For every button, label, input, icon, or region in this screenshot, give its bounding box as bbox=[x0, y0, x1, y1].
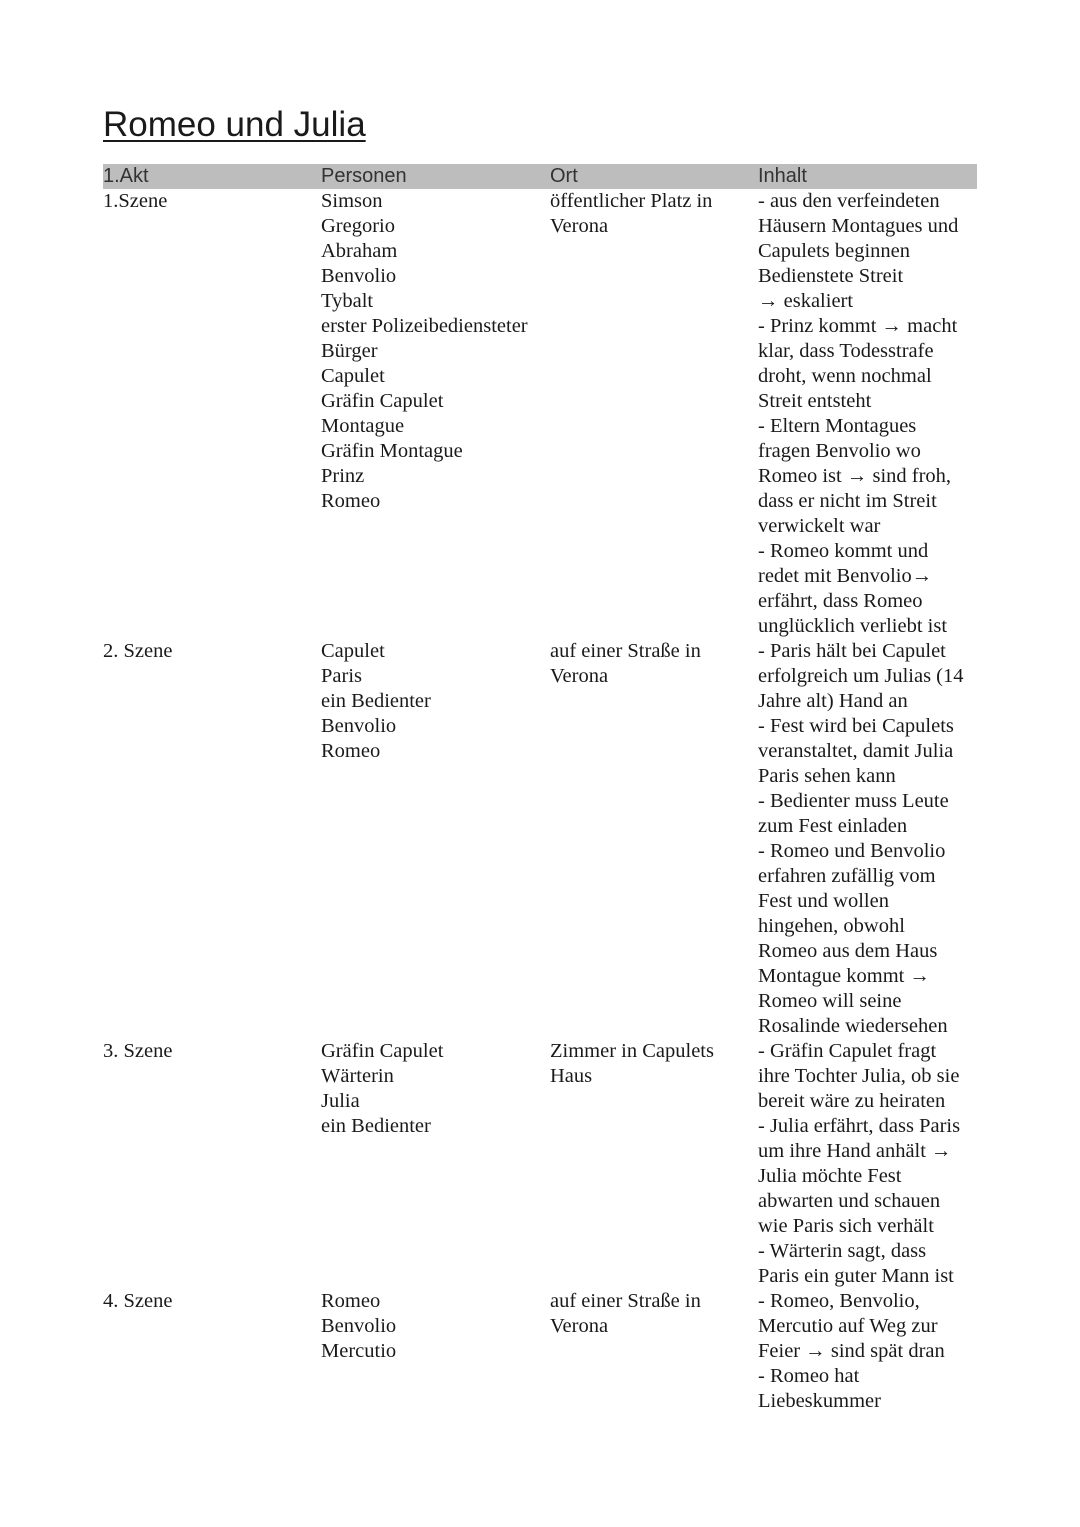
place-line: auf einer Straße in bbox=[550, 1290, 701, 1312]
place-cell bbox=[550, 189, 758, 639]
content-line: ihre Tochter Julia, ob sie bbox=[758, 1065, 960, 1087]
content-line: Paris ein guter Mann ist bbox=[758, 1265, 954, 1287]
content-line: Romeo ist → sind froh, bbox=[758, 465, 952, 487]
content-line: Julia möchte Fest bbox=[758, 1165, 902, 1187]
place-line: Verona bbox=[550, 215, 609, 237]
scene-label: 3. Szene bbox=[103, 1040, 173, 1062]
scene-cell bbox=[103, 1289, 321, 1414]
scene-cell bbox=[103, 639, 321, 1039]
scene-label: 4. Szene bbox=[103, 1290, 173, 1312]
content-line: bereit wäre zu heiraten bbox=[758, 1090, 946, 1112]
persons-line: Julia bbox=[321, 1090, 360, 1112]
content-line: Feier → sind spät dran bbox=[758, 1340, 945, 1362]
content-line: Montague kommt → bbox=[758, 965, 930, 987]
scene-label: 2. Szene bbox=[103, 640, 173, 662]
content-cell bbox=[758, 1039, 977, 1289]
content-line: droht, wenn nochmal bbox=[758, 365, 932, 387]
table-header bbox=[103, 164, 977, 189]
content-line: Bedienstete Streit bbox=[758, 265, 904, 287]
persons-line: Benvolio bbox=[321, 265, 397, 287]
content-line: veranstaltet, damit Julia bbox=[758, 740, 954, 762]
content-line: um ihre Hand anhält → bbox=[758, 1140, 952, 1162]
content-line: Romeo will seine bbox=[758, 990, 902, 1012]
persons-line: Romeo bbox=[321, 1290, 381, 1312]
content-line: wie Paris sich verhält bbox=[758, 1215, 934, 1237]
persons-cell bbox=[321, 1039, 550, 1289]
content-line: - Eltern Montagues bbox=[758, 415, 917, 437]
place-line: auf einer Straße in bbox=[550, 640, 701, 662]
place-line: Zimmer in Capulets bbox=[550, 1040, 714, 1062]
content-line: erfahren zufällig vom bbox=[758, 865, 936, 887]
table-row bbox=[103, 1289, 977, 1414]
content-line: Streit entsteht bbox=[758, 390, 872, 412]
content-line: redet mit Benvolio→ bbox=[758, 565, 933, 587]
content-line: → eskaliert bbox=[758, 290, 854, 312]
persons-line: Mercutio bbox=[321, 1340, 397, 1362]
persons-line: Bürger bbox=[321, 340, 378, 362]
header-persons: Personen bbox=[321, 165, 407, 187]
content-line: - Prinz kommt → macht bbox=[758, 315, 958, 337]
persons-line: ein Bedienter bbox=[321, 690, 431, 712]
place-line: Haus bbox=[550, 1065, 593, 1087]
content-line: Romeo aus dem Haus bbox=[758, 940, 938, 962]
table-row bbox=[103, 1039, 977, 1289]
table-row bbox=[103, 189, 977, 639]
persons-line: Capulet bbox=[321, 365, 385, 387]
content-line: - Fest wird bei Capulets bbox=[758, 715, 954, 737]
content-line: - Wärterin sagt, dass bbox=[758, 1240, 927, 1262]
place-line: Verona bbox=[550, 665, 609, 687]
persons-line: Prinz bbox=[321, 465, 365, 487]
scene-table bbox=[103, 164, 977, 1414]
content-line: verwickelt war bbox=[758, 515, 881, 537]
scene-cell bbox=[103, 1039, 321, 1289]
place-line: öffentlicher Platz in bbox=[550, 190, 713, 212]
content-line: unglücklich verliebt ist bbox=[758, 615, 948, 637]
persons-line: Wärterin bbox=[321, 1065, 394, 1087]
persons-line: Simson bbox=[321, 190, 383, 212]
persons-line: Benvolio bbox=[321, 1315, 397, 1337]
content-line: hingehen, obwohl bbox=[758, 915, 905, 937]
header-act: 1.Akt bbox=[103, 165, 149, 187]
persons-line: Gregorio bbox=[321, 215, 396, 237]
place-cell bbox=[550, 639, 758, 1039]
content-line: Liebeskummer bbox=[758, 1390, 881, 1412]
content-line: abwarten und schauen bbox=[758, 1190, 941, 1212]
content-line: - Romeo hat bbox=[758, 1365, 860, 1387]
content-line: Jahre alt) Hand an bbox=[758, 690, 908, 712]
content-line: - Romeo und Benvolio bbox=[758, 840, 946, 862]
scene-cell bbox=[103, 189, 321, 639]
persons-line: Gräfin Capulet bbox=[321, 390, 444, 412]
content-line: fragen Benvolio wo bbox=[758, 440, 921, 462]
content-cell bbox=[758, 1289, 977, 1414]
content-line: Fest und wollen bbox=[758, 890, 889, 912]
persons-line: Tybalt bbox=[321, 290, 374, 312]
content-line: Rosalinde wiedersehen bbox=[758, 1015, 948, 1037]
content-line: erfährt, dass Romeo bbox=[758, 590, 923, 612]
header-content: Inhalt bbox=[758, 165, 807, 187]
content-line: - Romeo, Benvolio, bbox=[758, 1290, 920, 1312]
persons-line: erster Polizeibediensteter bbox=[321, 315, 528, 337]
persons-cell bbox=[321, 639, 550, 1039]
persons-line: Gräfin Capulet bbox=[321, 1040, 444, 1062]
content-line: klar, dass Todesstrafe bbox=[758, 340, 934, 362]
persons-cell bbox=[321, 189, 550, 639]
page-title: Romeo und Julia bbox=[103, 105, 366, 144]
content-line: erfolgreich um Julias (14 bbox=[758, 665, 964, 687]
content-cell bbox=[758, 189, 977, 639]
persons-line: Romeo bbox=[321, 740, 381, 762]
place-line: Verona bbox=[550, 1315, 609, 1337]
content-line: - Julia erfährt, dass Paris bbox=[758, 1115, 961, 1137]
content-line: zum Fest einladen bbox=[758, 815, 908, 837]
content-line: Paris sehen kann bbox=[758, 765, 896, 787]
content-line: - Gräfin Capulet fragt bbox=[758, 1040, 937, 1062]
persons-line: ein Bedienter bbox=[321, 1115, 431, 1137]
persons-line: Romeo bbox=[321, 490, 381, 512]
content-line: - Paris hält bei Capulet bbox=[758, 640, 946, 662]
content-line: - Bedienter muss Leute bbox=[758, 790, 949, 812]
table-row bbox=[103, 639, 977, 1039]
place-cell bbox=[550, 1039, 758, 1289]
scene-label: 1.Szene bbox=[103, 190, 168, 212]
content-line: Capulets beginnen bbox=[758, 240, 911, 262]
persons-line: Capulet bbox=[321, 640, 385, 662]
content-line: dass er nicht im Streit bbox=[758, 490, 937, 512]
persons-line: Benvolio bbox=[321, 715, 397, 737]
content-line: - aus den verfeindeten bbox=[758, 190, 940, 212]
persons-line: Paris bbox=[321, 665, 362, 687]
content-cell bbox=[758, 639, 977, 1039]
persons-line: Montague bbox=[321, 415, 405, 437]
content-line: Mercutio auf Weg zur bbox=[758, 1315, 938, 1337]
persons-line: Gräfin Montague bbox=[321, 440, 463, 462]
header-place: Ort bbox=[550, 165, 578, 187]
persons-line: Abraham bbox=[321, 240, 398, 262]
persons-cell bbox=[321, 1289, 550, 1414]
place-cell bbox=[550, 1289, 758, 1414]
content-line: - Romeo kommt und bbox=[758, 540, 929, 562]
table-body bbox=[103, 189, 977, 1414]
content-line: Häusern Montagues und bbox=[758, 215, 959, 237]
